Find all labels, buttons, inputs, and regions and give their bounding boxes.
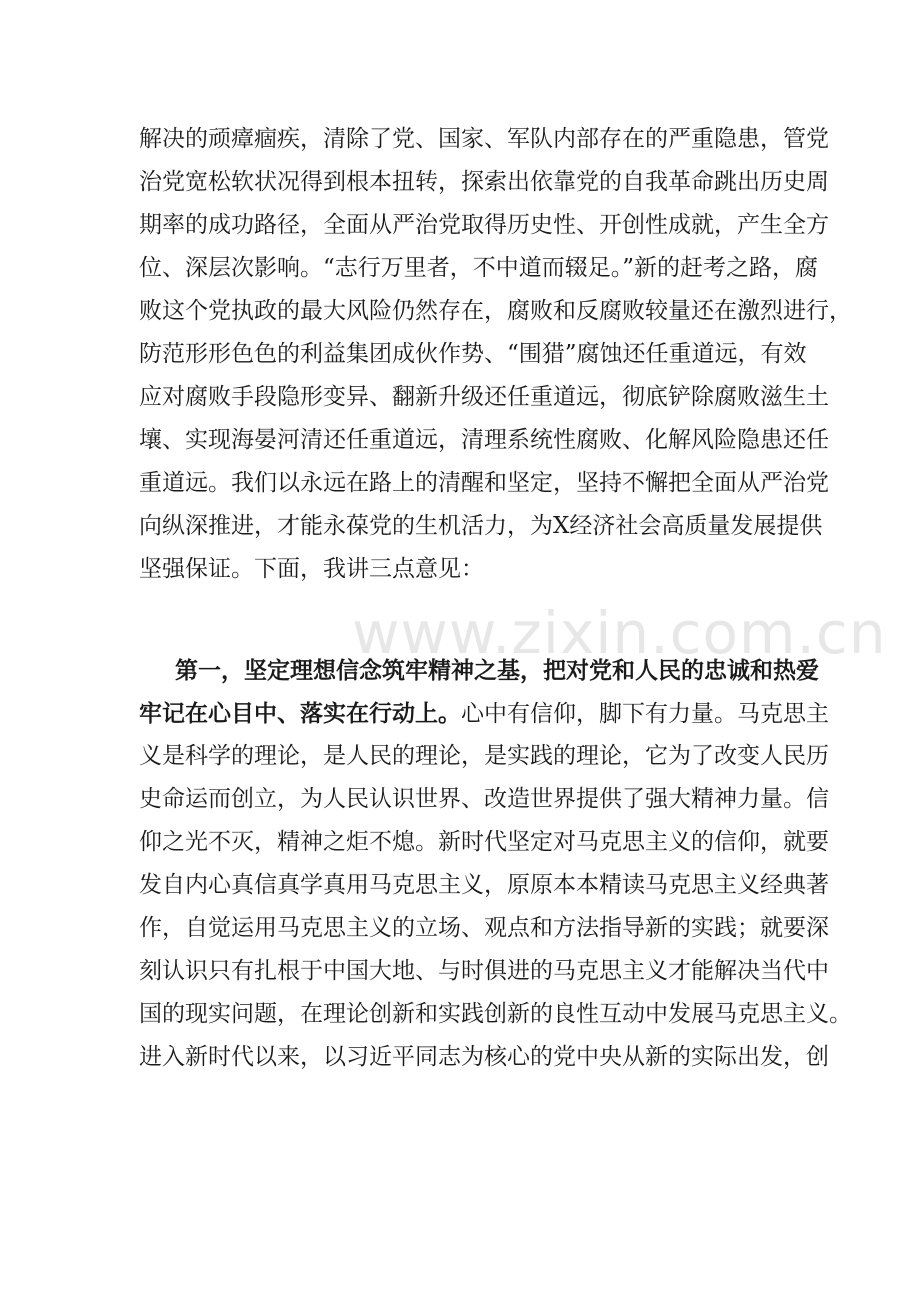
text-line: 位、深层次影响。“志行万里者，不中道而辍足。”新的赶考之路，腐	[139, 255, 819, 281]
text-line: 义是科学的理论，是人民的理论，是实践的理论，它为了改变人民历	[139, 743, 829, 769]
text-line: 防范形形色色的利益集团成伙作势、“围猎”腐蚀还任重道远，有效	[139, 341, 807, 367]
text-line: 解决的顽瘴痼疾，清除了党、国家、军队内部存在的严重隐患，管党	[139, 126, 829, 152]
section-heading-end: 牢记在心目中、落实在行动上。	[139, 700, 461, 727]
text-line: 仰之光不灭，精神之炬不熄。新时代坚定对马克思主义的信仰，就要	[139, 829, 829, 855]
document-body	[139, 118, 887, 1079]
text-line: 国的现实问题，在理论创新和实践创新的良性互动中发展马克思主义。	[139, 1001, 852, 1027]
text-line	[139, 692, 829, 735]
paragraph-1	[139, 118, 852, 591]
text-line: 壤、实现海晏河清还任重道远，清理系统性腐败、化解风险隐患还任	[139, 427, 829, 453]
text-line: 进入新时代以来，以习近平同志为核心的党中央从新的实际出发，创	[139, 1044, 829, 1070]
text-line: 败这个党执政的最大风险仍然存在，腐败和反腐败较量还在激烈进行，	[139, 298, 852, 324]
watermark: www.zixin.com.cn	[352, 599, 887, 667]
text-line: 期率的成功路径，全面从严治党取得历史性、开创性成就，产生全方	[139, 212, 829, 238]
text-line: 坚强保证。下面，我讲三点意见：	[139, 556, 484, 582]
text-span: 心中有信仰，脚下有力量。马克思主	[461, 701, 829, 727]
text-line: 作，自觉运用马克思主义的立场、观点和方法指导新的实践；就要深	[139, 915, 829, 941]
text-line: 向纵深推进，才能永葆党的生机活力，为X经济社会高质量发展提供	[139, 513, 823, 539]
text-line: 重道远。我们以永远在路上的清醒和坚定，坚持不懈把全面从严治党	[139, 470, 829, 496]
text-line: 发自内心真信真学真用马克思主义，原原本本精读马克思主义经典著	[139, 872, 829, 898]
text-line: 史命运而创立，为人民认识世界、改造世界提供了强大精神力量。信	[139, 786, 829, 812]
text-line: 应对腐败手段隐形变异、翻新升级还任重道远，彻底铲除腐败滋生土	[139, 384, 829, 410]
text-line: 刻认识只有扎根于中国大地、与时俱进的马克思主义才能解决当代中	[139, 958, 829, 984]
paragraph-2	[139, 649, 852, 1079]
section-heading-line: 第一，坚定理想信念筑牢精神之基，把对党和人民的忠诚和热爱	[175, 657, 819, 684]
text-line: 治党宽松软状况得到根本扭转，探索出依靠党的自我革命跳出历史周	[139, 169, 829, 195]
paragraph-gap	[139, 591, 795, 649]
